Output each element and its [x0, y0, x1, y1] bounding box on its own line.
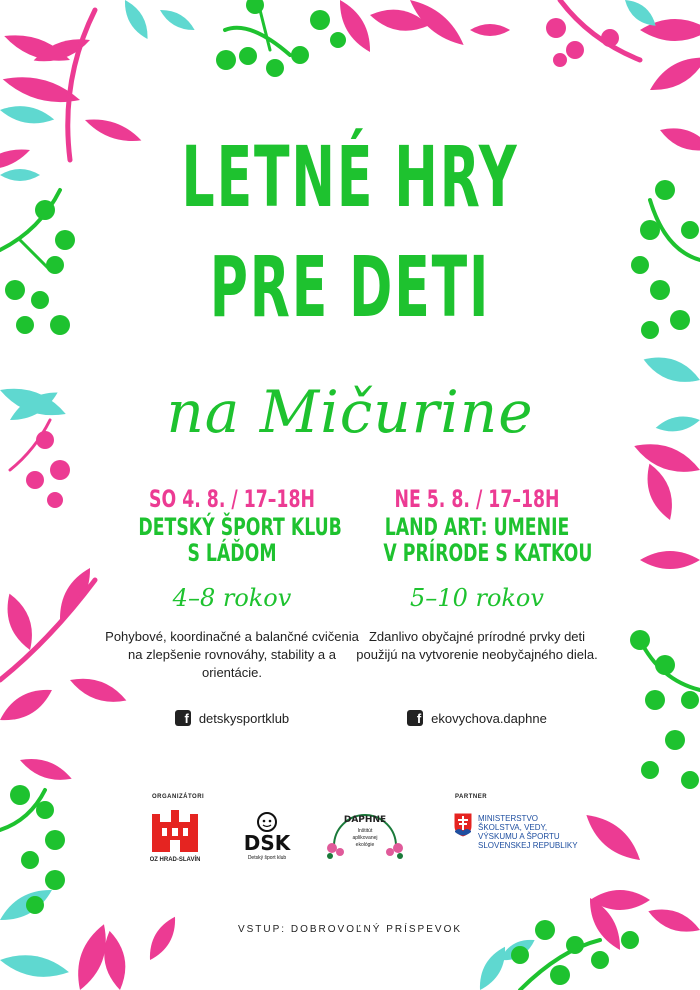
dsk-mark: DSK — [243, 831, 291, 855]
berry-dot — [45, 830, 65, 850]
event-saturday — [102, 486, 362, 726]
event-description: Pohybové, koordinačné a balančné cvičenia na zlepšenie rovnováhy, stability a a orientácie. — [105, 629, 359, 680]
facebook-link[interactable] — [347, 710, 607, 726]
berry-dot — [310, 10, 330, 30]
facebook-handle: detskysportklub — [198, 710, 290, 726]
ministry-line: VÝSKUMU A ŠPORTU — [478, 832, 560, 841]
berry-dot — [45, 870, 65, 890]
berry-dot — [650, 280, 670, 300]
entry-fee-note: VSTUP: DOBROVOĽNÝ PRÍSPEVOK — [237, 924, 463, 935]
berry-dot — [50, 315, 70, 335]
event-age: 5–10 rokov — [410, 584, 544, 612]
stem-shape — [225, 28, 290, 55]
berry-dot — [10, 785, 30, 805]
leaf-shape — [0, 590, 39, 653]
leaf-shape — [52, 564, 98, 625]
event-date: NE 5. 8. / 17–18H — [394, 485, 560, 513]
event-age: 4–8 rokov — [172, 584, 292, 612]
partner-label: PARTNER — [455, 794, 488, 800]
berry-dot — [681, 691, 699, 709]
ministry-line: MINISTERSTVO — [478, 814, 539, 823]
berry-dot — [266, 59, 284, 77]
daphne-line2: aplikovanej — [352, 835, 378, 841]
berry-dot — [46, 256, 64, 274]
hrad-slavin-logo — [150, 808, 200, 864]
berry-dot — [21, 851, 39, 869]
berry-dot — [630, 630, 650, 650]
daphne-line1: Inštitút — [357, 828, 373, 834]
berry-dot — [601, 29, 619, 47]
facebook-icon: f — [407, 710, 423, 726]
berry-dot — [631, 256, 649, 274]
berry-dot — [36, 801, 54, 819]
leaf-shape — [0, 681, 57, 728]
leaf-shape — [17, 752, 74, 786]
berry-dot — [641, 761, 659, 779]
leaf-shape — [470, 24, 510, 36]
leaf-shape — [0, 102, 56, 127]
event-name-line: S LÁĎOM — [187, 539, 277, 567]
event-name-line: V PRÍRODE S KATKOU — [383, 539, 593, 567]
berry-dot — [55, 230, 75, 250]
berry-dot — [546, 18, 566, 38]
berry-dot — [591, 951, 609, 969]
ministry-line: ŠKOLSTVA, VEDY, — [478, 823, 548, 832]
event-sunday — [347, 486, 607, 726]
berry-dot — [655, 180, 675, 200]
facebook-handle: ekovychova.daphne — [431, 710, 547, 726]
ministry-text — [478, 814, 578, 850]
berry-dot — [239, 47, 257, 65]
berry-dot — [26, 471, 44, 489]
berry-dot — [511, 946, 529, 964]
daphne-line3: ekológie — [355, 842, 375, 848]
stem-shape — [20, 240, 50, 270]
berry-dot — [330, 32, 346, 48]
berry-dot — [31, 291, 49, 309]
berry-dot — [655, 655, 675, 675]
stem-shape — [0, 190, 60, 250]
leaf-shape — [645, 49, 700, 99]
berry-dot — [216, 50, 236, 70]
berry-dot — [35, 200, 55, 220]
berry-dot — [5, 280, 25, 300]
berry-dot — [645, 690, 665, 710]
leaf-shape — [0, 950, 71, 982]
leaf-shape — [0, 169, 40, 181]
berry-dot — [50, 460, 70, 480]
leaf-shape — [119, 0, 154, 42]
leaf-shape — [143, 913, 182, 964]
event-name-line: LAND ART: UMENIE — [384, 513, 570, 541]
berry-dot — [47, 492, 63, 508]
stem-shape — [260, 10, 270, 50]
event-name — [138, 513, 342, 567]
title-line-2: PRE DETI — [209, 238, 491, 336]
ministry-line: SLOVENSKEJ REPUBLIKY — [478, 841, 578, 850]
leaf-shape — [657, 122, 700, 158]
event-name-line: DETSKÝ ŠPORT KLUB — [138, 513, 342, 541]
dsk-logo — [240, 810, 294, 862]
berry-dot — [291, 46, 309, 64]
leaf-shape — [473, 943, 512, 990]
facebook-link[interactable] — [102, 710, 362, 726]
berry-dot — [681, 771, 699, 789]
leaf-shape — [640, 551, 700, 569]
daphne-logo — [322, 806, 408, 864]
berry-dot — [553, 53, 567, 67]
organizers-label: ORGANIZÁTORI — [152, 794, 205, 800]
berry-dot — [566, 936, 584, 954]
leaf-shape — [332, 0, 378, 56]
berry-dot — [670, 310, 690, 330]
berry-dot — [665, 730, 685, 750]
event-description: Zdanlivo obyčajné prírodné prvky deti použijú na vytvorenie neobyčajného diela. — [356, 629, 598, 662]
title-line-1: LETNÉ HRY — [181, 128, 519, 226]
hrad-slavin-caption: OZ HRAD-SLAVÍN — [150, 857, 200, 863]
event-date: SO 4. 8. / 17–18H — [149, 485, 315, 513]
facebook-icon: f — [175, 710, 191, 726]
berry-dot — [550, 965, 570, 985]
daphne-name: DAPHNE — [343, 815, 387, 825]
berry-dot — [26, 896, 44, 914]
stem-shape — [68, 10, 95, 160]
berry-dot — [640, 220, 660, 240]
dsk-caption: Detský šport klub — [247, 855, 287, 861]
slovak-coat-of-arms-icon — [453, 812, 473, 838]
event-name — [383, 513, 593, 567]
berry-dot — [681, 221, 699, 239]
subtitle: na Mičurine — [166, 378, 534, 446]
leaf-shape — [579, 807, 647, 869]
leaf-shape — [157, 5, 198, 35]
berry-dot — [566, 41, 584, 59]
berry-dot — [641, 321, 659, 339]
berry-dot — [16, 316, 34, 334]
